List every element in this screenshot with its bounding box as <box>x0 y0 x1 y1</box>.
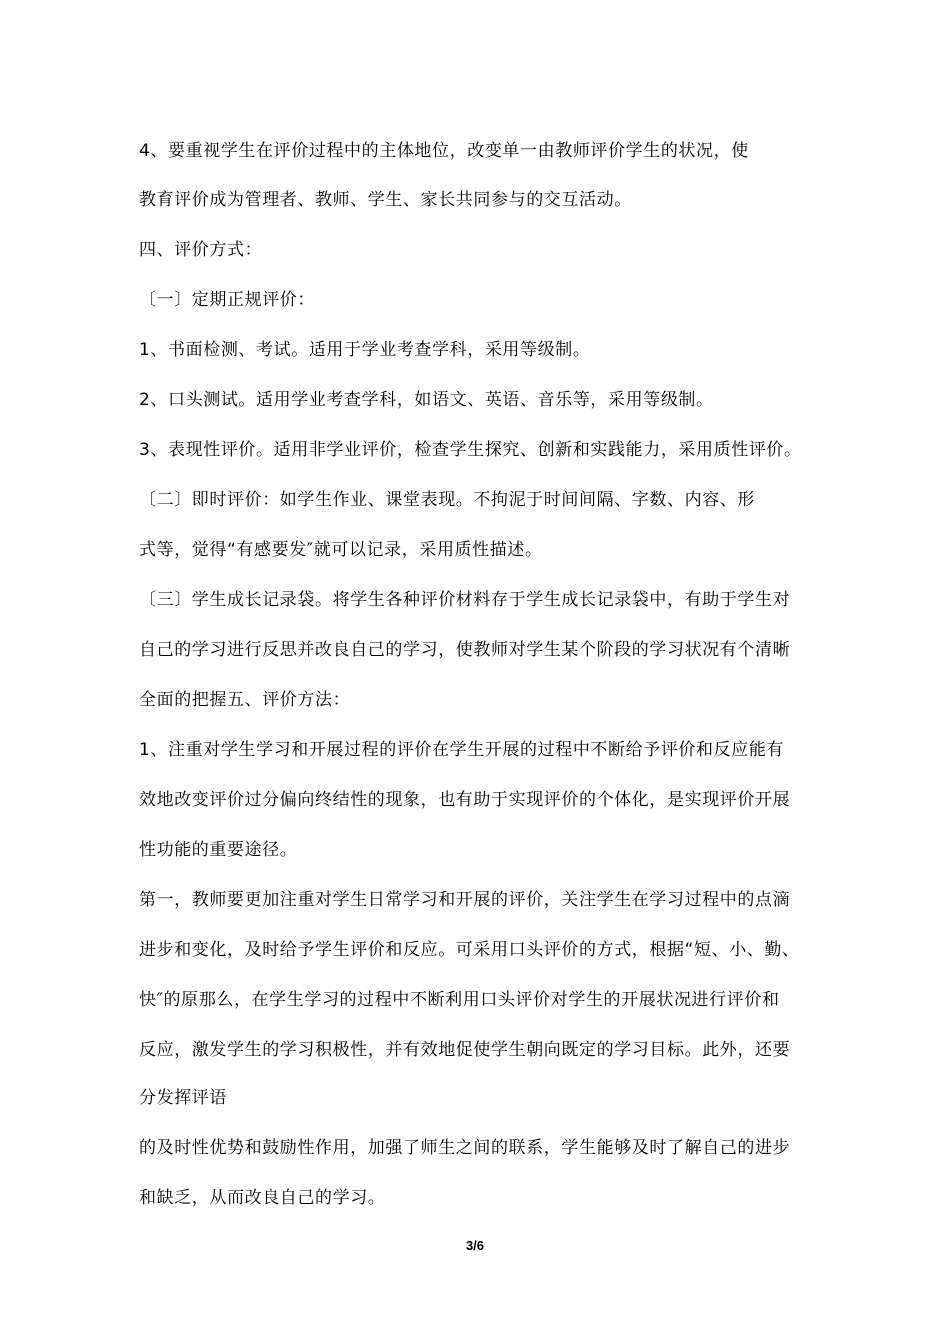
text-line: 式等，觉得“有感要发″就可以记录，采用质性描述。 <box>139 540 543 560</box>
text-line: 性功能的重要途径。 <box>139 840 298 860</box>
text-line: 〔二〕即时评价：如学生作业、课堂表现。不拘泥于时间间隔、字数、内容、形 <box>139 490 755 510</box>
text-line: 2、口头测试。适用学业考查学科，如语文、英语、音乐等，采用等级制。 <box>139 390 714 410</box>
text-line: 和缺乏，从而改良自己的学习。 <box>139 1188 386 1208</box>
page-number: 3/6 <box>465 1238 485 1253</box>
text-line: 全面的把握五、评价方法： <box>139 690 351 710</box>
text-line: 教育评价成为管理者、教师、学生、家长共同参与的交互活动。 <box>139 190 632 210</box>
text-line: 1、注重对学生学习和开展过程的评价在学生开展的过程中不断给予评价和反应能有 <box>139 740 785 760</box>
text-line: 分发挥评语 <box>139 1088 227 1108</box>
text-line: 自己的学习进行反思并改良自己的学习，使教师对学生某个阶段的学习状况有个清晰 <box>139 640 791 660</box>
text-line: 快″的原那么，在学生学习的过程中不断利用口头评价对学生的开展状况进行评价和 <box>139 990 780 1010</box>
text-line: 效地改变评价过分偏向终结性的现象，也有助于实现评价的个体化，是实现评价开展 <box>139 790 791 810</box>
text-line: 〔三〕学生成长记录袋。将学生各种评价材料存于学生成长记录袋中，有助于学生对 <box>139 590 791 610</box>
subsection-heading: 〔一〕定期正规评价： <box>139 290 315 310</box>
text-line: 4、要重视学生在评价过程中的主体地位，改变单一由教师评价学生的状况，使 <box>139 141 749 161</box>
text-line: 第一，教师要更加注重对学生日常学习和开展的评价，关注学生在学习过程中的点滴 <box>139 890 791 910</box>
text-line: 1、书面检测、考试。适用于学业考查学科，采用等级制。 <box>139 340 591 360</box>
section-heading: 四、评价方式： <box>139 240 263 260</box>
text-line: 3、表现性评价。适用非学业评价，检查学生探究、创新和实践能力，采用质性评价。 <box>139 440 802 460</box>
text-line: 进步和变化，及时给予学生评价和反应。可采用口头评价的方式，根据“短、小、勤、 <box>139 940 800 960</box>
text-line: 反应，激发学生的学习积极性，并有效地促使学生朝向既定的学习目标。此外，还要 <box>139 1040 791 1060</box>
text-line: 的及时性优势和鼓励性作用，加强了师生之间的联系，学生能够及时了解自己的进步 <box>139 1138 791 1158</box>
